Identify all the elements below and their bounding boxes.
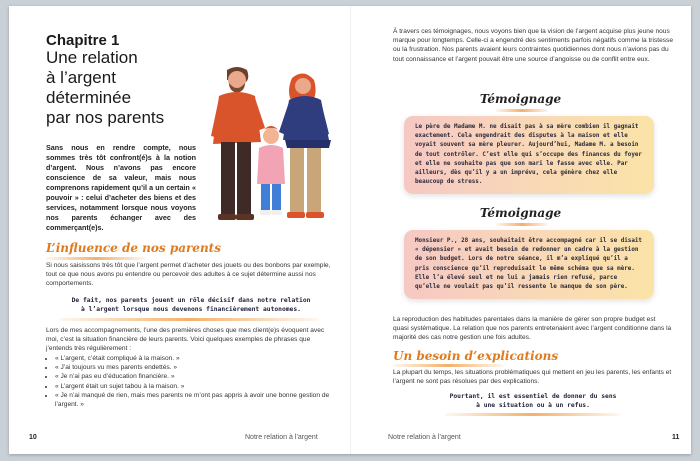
- list-item: • « L’argent était un sujet tabou à la maison. »: [55, 382, 345, 391]
- left-page: [9, 6, 350, 454]
- list-item: • « Je n’ai pas eu d’éducation financière. »: [55, 372, 345, 381]
- highlight-quote: [46, 296, 336, 314]
- paragraph-explications: La plupart du temps, les situations problématiques qui mettent en jeu les parents, les enfants et l’argent ne sont pas résolues par des explications.: [393, 369, 672, 386]
- chapter-label: Chapitre 1: [46, 32, 120, 49]
- chapter-title: [46, 48, 206, 128]
- highlight-line: Pourtant, il est essentiel de donner du sens: [449, 393, 617, 400]
- paragraph-accompaniment: Lors de mes accompagnements, l’une des premières choses que mes client(e)s évoquent avec moi, c’est la situation financière de leurs parents. Voici quelques exemples de phrases que j’entends très régulièrement :: [46, 327, 325, 353]
- family-illustration: [197, 66, 347, 228]
- heading-underline: [46, 257, 146, 260]
- chapter-title-line: déterminée: [46, 88, 132, 107]
- client-quotes-list: [46, 354, 345, 409]
- mother-figure: [279, 73, 331, 218]
- page-number-left: 10: [29, 434, 37, 441]
- paragraph-reproduction: La reproduction des habitudes parentales dans la manière de gérer son propre budget est quasi systématique. La relation que nos parents entretenaient avec l’argent conditionne dans la majorité des cas notre gestion une fois adultes.: [393, 316, 672, 342]
- section-heading-influence: L’influence de nos parents: [46, 241, 221, 255]
- chapter-title-line: à l’argent: [46, 68, 116, 87]
- temoignage-title-2: Témoignage: [479, 206, 562, 220]
- book-spread: [9, 6, 691, 454]
- temoignage-underline: [496, 223, 548, 226]
- running-footer-right: Notre relation à l’argent: [388, 434, 461, 441]
- highlight-line: De fait, nos parents jouent un rôle décisif dans notre relation: [71, 297, 311, 304]
- paragraph-influence: Si nous saisissons très tôt que l’argent permet d’acheter des jouets ou des bonbons par exemple, tout ce que nous avons pu entendre ou percevoir des adultes à ce sujet détermine aussi nos comportements.: [46, 262, 331, 288]
- page-number-right: 11: [672, 434, 680, 441]
- chapter-title-line: par nos parents: [46, 108, 165, 127]
- running-footer-left: Notre relation à l’argent: [245, 434, 318, 441]
- highlight-line: à l’argent lorsque nous devenons financièrement autonomes.: [81, 306, 301, 313]
- heading-underline: [393, 364, 503, 367]
- chapter-title-line: Une relation: [46, 48, 138, 67]
- section-heading-explications: Un besoin d’explications: [393, 349, 559, 363]
- right-page: [350, 6, 691, 454]
- paragraph-testimonies: À travers ces témoignages, nous voyons bien que la vision de l’argent acquise plus jeune nous marque pour longtemps. Celle-ci a engendré des sentiments parfois négatifs comme la tristesse ou la frustration. Nos parents avaient leurs contraintes quotidiennes dont nous n’avions pas du tout connaissance et l’argent pouvait être une source d’angoisse ou de conflit entre eux.: [393, 28, 674, 63]
- highlight-quote: [393, 392, 673, 410]
- highlight-underline: [59, 318, 319, 321]
- highlight-line: à une situation ou à un refus.: [476, 402, 590, 409]
- temoignage-box-1: Le père de Madame M. ne disait pas à sa mère combien il gagnait exactement. Cela engendrait des disputes à la maison et elle voyait souvent sa mère pleurer. Aujourd’hui, Madame M. a besoin de tout contrôler. C’est elle qui s’occupe des finances du foyer et elle ne souhaite pas que son mari le fasse avec elle. Par ailleurs, dès qu’il y a un imprévu, cela génère chez elle beaucoup de stress.: [404, 116, 654, 194]
- list-item: • « Je n’ai manqué de rien, mais mes parents ne m’ont pas appris à avoir une bonne gestion de l’argent. »: [55, 391, 345, 409]
- temoignage-title-1: Témoignage: [479, 92, 562, 106]
- list-item: • « J’ai toujours vu mes parents endettés. »: [55, 363, 345, 372]
- temoignage-underline: [496, 109, 548, 112]
- father-figure: [211, 67, 265, 220]
- list-item: • « L’argent, c’était compliqué à la maison. »: [55, 354, 345, 363]
- child-figure: [257, 126, 285, 215]
- intro-paragraph: Sans nous en rendre compte, nous sommes très tôt confront(é)s à la notion d’argent. Nous n’avons pas encore conscience de sa valeur, mais nous comprenons rapidement qu’il a un certain « pouvoir » : celui d’acheter des biens et des services, notamment lorsque nous voyons nos parents échanger avec des commerçant(e)s.: [46, 143, 196, 232]
- highlight-underline: [445, 413, 620, 416]
- temoignage-box-2: Monsieur P., 28 ans, souhaitait être accompagné car il se disait « dépensier » et avait besoin de redonner un cadre à la gestion de son budget. Lors de notre séance, il m’a expliqué qu’il a pris conscience qu’il reproduisait le même schéma que sa mère. Elle l’a élevé seul et ne lui a jamais rien refusé, parce qu’elle ne voulait pas qu’il ressente le manque de son père.: [404, 230, 654, 299]
